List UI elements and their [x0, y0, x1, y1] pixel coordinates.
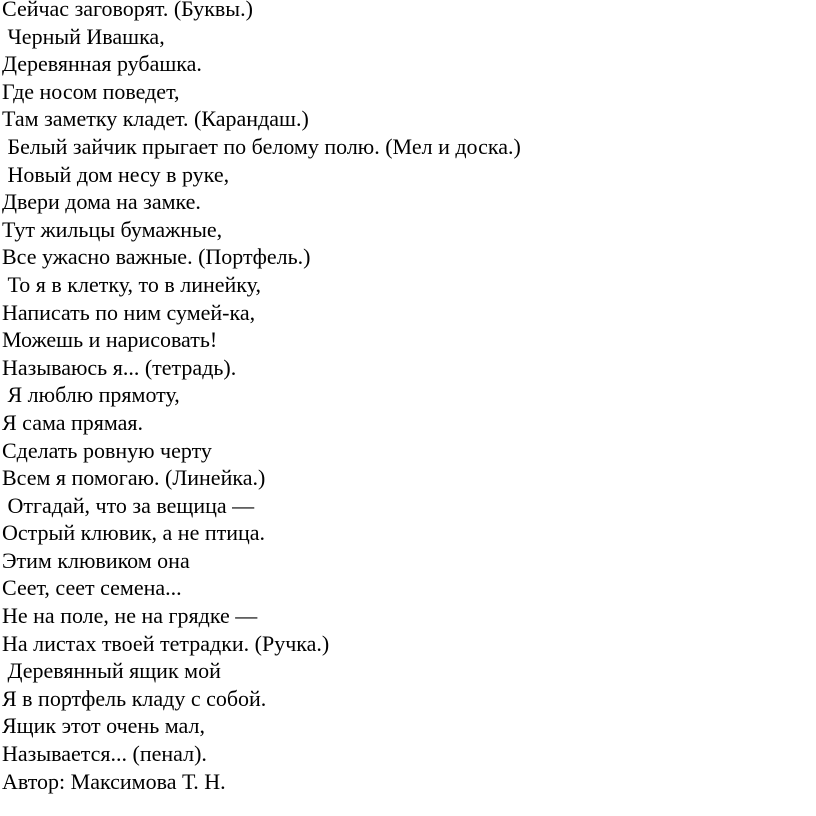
text-line: Отгадай, что за вещица — — [2, 492, 255, 518]
text-line: Называюсь я... (тетрадь). — [2, 354, 237, 380]
text-line: Новый дом несу в руке, — [2, 161, 230, 187]
text-line: То я в клетку, то в линейку, — [2, 271, 261, 297]
text-line: Черный Ивашка, — [2, 23, 165, 49]
text-line: Всем я помогаю. (Линейка.) — [2, 465, 266, 491]
author-line: Автор: Максимова Т. Н. — [2, 768, 226, 794]
text-line: Острый клювик, а не птица. — [2, 520, 266, 546]
text-line: Ящик этот очень мал, — [2, 713, 205, 739]
text-line: Можешь и нарисовать! — [2, 327, 218, 353]
text-line: Написать по ним сумей-ка, — [2, 299, 256, 325]
text-line: Сеет, сеет семена... — [2, 575, 182, 601]
text-line: Сейчас заговорят. (Буквы.) — [2, 0, 253, 21]
text-line: Этим клювиком она — [2, 547, 190, 573]
text-line: На листах твоей тетрадки. (Ручка.) — [2, 630, 330, 656]
text-line: Я в портфель кладу с собой. — [2, 685, 267, 711]
text-line: Где носом поведет, — [2, 78, 180, 104]
text-line: Я люблю прямоту, — [2, 382, 180, 408]
text-line: Там заметку кладет. (Карандаш.) — [2, 106, 309, 132]
text-line: Тут жильцы бумажные, — [2, 216, 223, 242]
text-line: Не на поле, не на грядке — — [2, 603, 258, 629]
text-line: Деревянная рубашка. — [2, 51, 202, 77]
text-line: Все ужасно важные. (Портфель.) — [2, 244, 311, 270]
text-line: Я сама прямая. — [2, 409, 144, 435]
text-line: Двери дома на замке. — [2, 189, 201, 215]
text-line: Деревянный ящик мой — [2, 658, 221, 684]
text-line: Сделать ровную черту — [2, 437, 212, 463]
text-line: Белый зайчик прыгает по белому полю. (Мел и доска.) — [2, 133, 521, 159]
text-line: Называется... (пенал). — [2, 741, 207, 767]
